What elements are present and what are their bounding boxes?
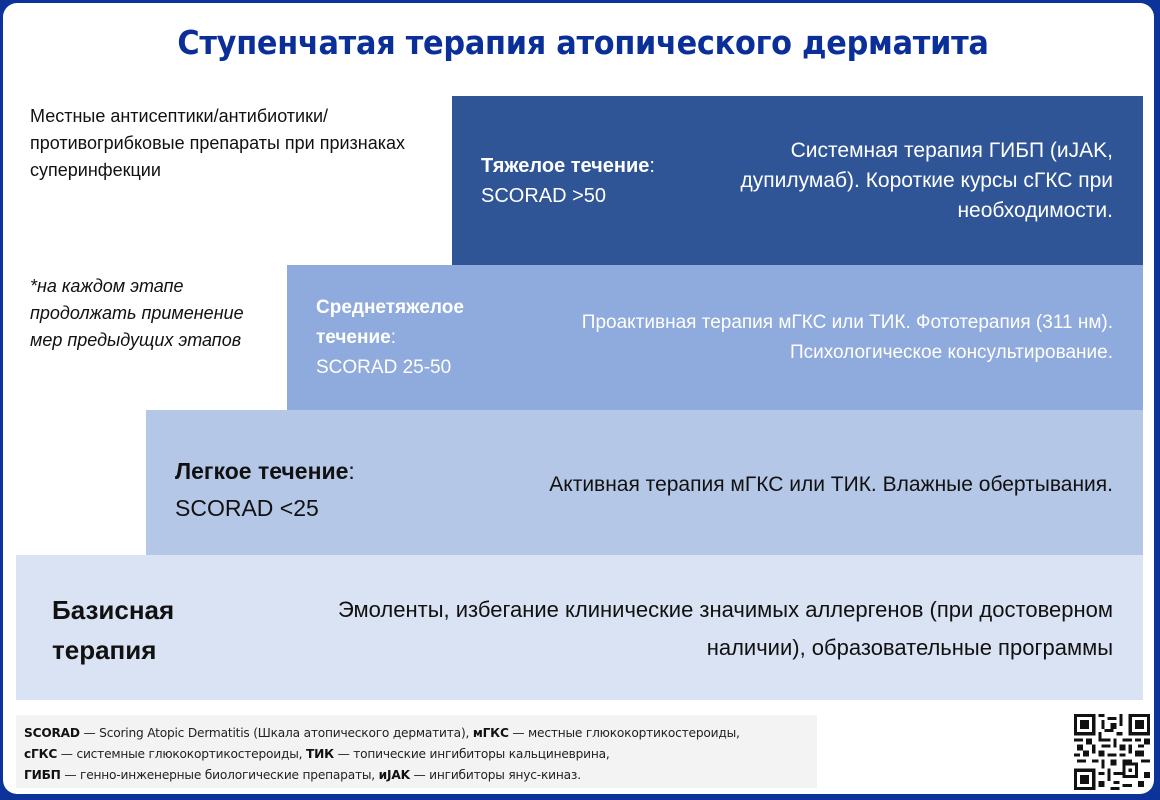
therapy-description: Эмоленты, избегание клинические значимых аллергенов (при достоверном наличии), образовательные программы bbox=[337, 597, 1113, 660]
separator: : bbox=[649, 155, 655, 177]
therapy-description: Системная терапия ГИБП (иJAK, дупилумаб). Короткие курсы сГКС при необходимости. bbox=[740, 139, 1113, 222]
abbr-definition: — местные глюкокортикостероиды, bbox=[508, 726, 740, 740]
severity-label bbox=[175, 453, 355, 527]
scorad-range: SCORAD >50 bbox=[481, 185, 607, 207]
separator: : bbox=[390, 327, 397, 348]
severity-label bbox=[52, 590, 212, 670]
step-severe bbox=[452, 96, 1143, 265]
step-moderate bbox=[287, 265, 1143, 410]
scorad-range: SCORAD 25-50 bbox=[316, 357, 452, 378]
qr-code-icon[interactable] bbox=[1074, 714, 1150, 790]
abbr-definition: — Scoring Atopic Dermatitis (Шкала атопического дерматита), bbox=[79, 726, 473, 740]
severity-name: Тяжелое течение bbox=[481, 155, 650, 177]
abbr-definition: — системные глюкокортикостероиды, bbox=[57, 747, 306, 761]
superinfection-note: Местные антисептики/антибиотики/ противогрибковые препараты при признаках суперинфекции bbox=[30, 106, 406, 180]
therapy-description: Проактивная терапия мГКС или ТИК. Фототерапия (311 нм). Психологическое консультирование. bbox=[581, 312, 1113, 363]
abbr-gibp: ГИБП bbox=[24, 768, 61, 782]
page-title: Ступенчатая терапия атопического дерматита bbox=[177, 23, 989, 62]
severity-label bbox=[316, 293, 516, 383]
abbr-ijak: иJAK bbox=[378, 768, 410, 782]
abbr-sgks: сГКС bbox=[24, 747, 58, 761]
abbr-definition: — топические ингибиторы кальциневрина, bbox=[333, 747, 610, 761]
abbr-definition: — ингибиторы янус-киназ. bbox=[409, 768, 581, 782]
step-mild bbox=[146, 410, 1143, 555]
scorad-range: SCORAD <25 bbox=[175, 495, 319, 521]
severity-name: Среднетяжелое течение bbox=[316, 297, 464, 348]
severity-label bbox=[481, 151, 655, 211]
abbr-definition: — генно-инженерные биологические препараты, bbox=[60, 768, 379, 782]
continue-previous-steps-note: *на каждом этапе продолжать применение мер предыдущих этапов bbox=[30, 276, 244, 350]
abbr-scorad: SCORAD bbox=[24, 726, 80, 740]
therapy-description: Активная терапия мГКС или ТИК. Влажные обертывания. bbox=[549, 473, 1113, 496]
severity-name: Базисная терапия bbox=[52, 595, 175, 665]
step-basic bbox=[16, 555, 1143, 700]
abbr-tik: ТИК bbox=[306, 747, 334, 761]
severity-name: Легкое течение bbox=[175, 458, 349, 484]
abbr-mgks: мГКС bbox=[472, 726, 509, 740]
abbreviations-footnote bbox=[16, 715, 817, 788]
separator: : bbox=[348, 458, 355, 484]
